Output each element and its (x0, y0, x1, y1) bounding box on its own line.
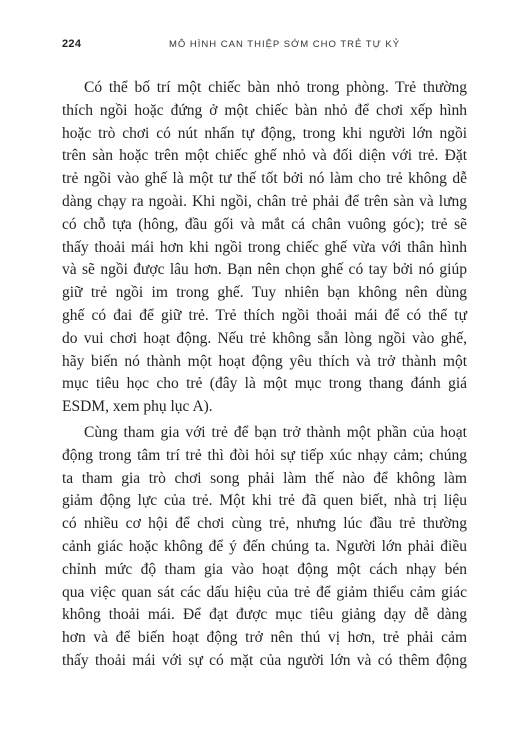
text-line: và sẽ ngồi được lâu hơn. Bạn nên chọn ghế có tay bởi nó giúp (62, 261, 467, 279)
text-line: cảnh giác hoặc không để ý đến chúng ta. Người lớn phải điều (62, 537, 467, 555)
text-line: hơn và để biến hoạt động trở nên thú vị hơn, trẻ phải cảm (62, 629, 467, 647)
body-text (62, 77, 467, 676)
running-title: MÔ HÌNH CAN THIỆP SỚM CHO TRẺ TỰ KỶ (168, 39, 401, 50)
text-line: có chỗ tựa (hông, đầu gối và mắt cá chân vuông góc); trẻ sẽ (62, 215, 467, 233)
text-line: thích ngồi hoặc đứng ở một chiếc bàn nhỏ để chơi xếp hình (62, 101, 467, 119)
text-line: không thoải mái. Để đạt được mục tiêu giảng dạy dễ dàng (62, 606, 467, 624)
page-number: 224 (62, 38, 82, 50)
page-header (62, 38, 467, 54)
text-line: động trong tâm trí trẻ thì đòi hỏi sự tiếp xúc nhạy cảm; chúng (62, 446, 467, 464)
text-line: hoặc trò chơi có nút nhấn tự động, trong khi người lớn ngồi (62, 124, 467, 142)
text-line: do vui chơi hoạt động. Nếu trẻ không sẵn lòng ngồi vào ghế, (62, 329, 467, 347)
text-line: trên sàn hoặc trên một chiếc ghế nhỏ và đối diện với trẻ. Đặt (62, 147, 467, 165)
text-line: thấy thoải mái với sự có mặt của người lớn và có thêm động (62, 651, 467, 669)
text-line: dàng chạy ra ngoài. Khi ngồi, chân trẻ phải để trên sàn và lưng (62, 192, 467, 210)
paragraph-1 (62, 77, 467, 419)
text-line: hãy biến nó thành một hoạt động yêu thích và trở thành một (62, 352, 467, 370)
text-line: Cùng tham gia với trẻ để bạn trở thành một phần của hoạt (84, 423, 467, 441)
text-line: ta tham gia trò chơi song phải làm thế nào để không làm (62, 469, 467, 487)
text-line: giữ trẻ ngồi im trong ghế. Tuy nhiên bạn không nên dùng (62, 284, 467, 302)
text-line: có nhiều cơ hội để chơi cùng trẻ, nhưng lúc đầu trẻ thường (62, 515, 467, 533)
paragraph-2 (62, 422, 467, 673)
text-line: Có thể bố trí một chiếc bàn nhỏ trong phòng. Trẻ thường (84, 79, 467, 96)
text-line: ESDM, xem phụ lục A). (62, 398, 213, 416)
text-line: giảm động lực của trẻ. Một khi trẻ đã quen biết, nhà trị liệu (62, 492, 467, 510)
text-line: qua việc quan sát các dấu hiệu của trẻ để giảm thiểu cảm giác (62, 583, 467, 601)
text-line: trẻ ngồi vào ghế là một tư thế tốt bởi nó làm cho trẻ không dễ (62, 170, 467, 188)
text-line: ghế có đai để giữ trẻ. Trẻ thích ngồi thoải mái để có thể tự (62, 306, 467, 324)
text-line: mục tiêu học cho trẻ (đây là một mục trong thang đánh giá (62, 375, 467, 393)
text-line: thấy thoải mái hơn khi ngồi trong chiếc ghế vừa với thân hình (62, 238, 467, 256)
text-line: chỉnh mức độ tham gia vào hoạt động một cách nhạy bén (62, 560, 467, 578)
